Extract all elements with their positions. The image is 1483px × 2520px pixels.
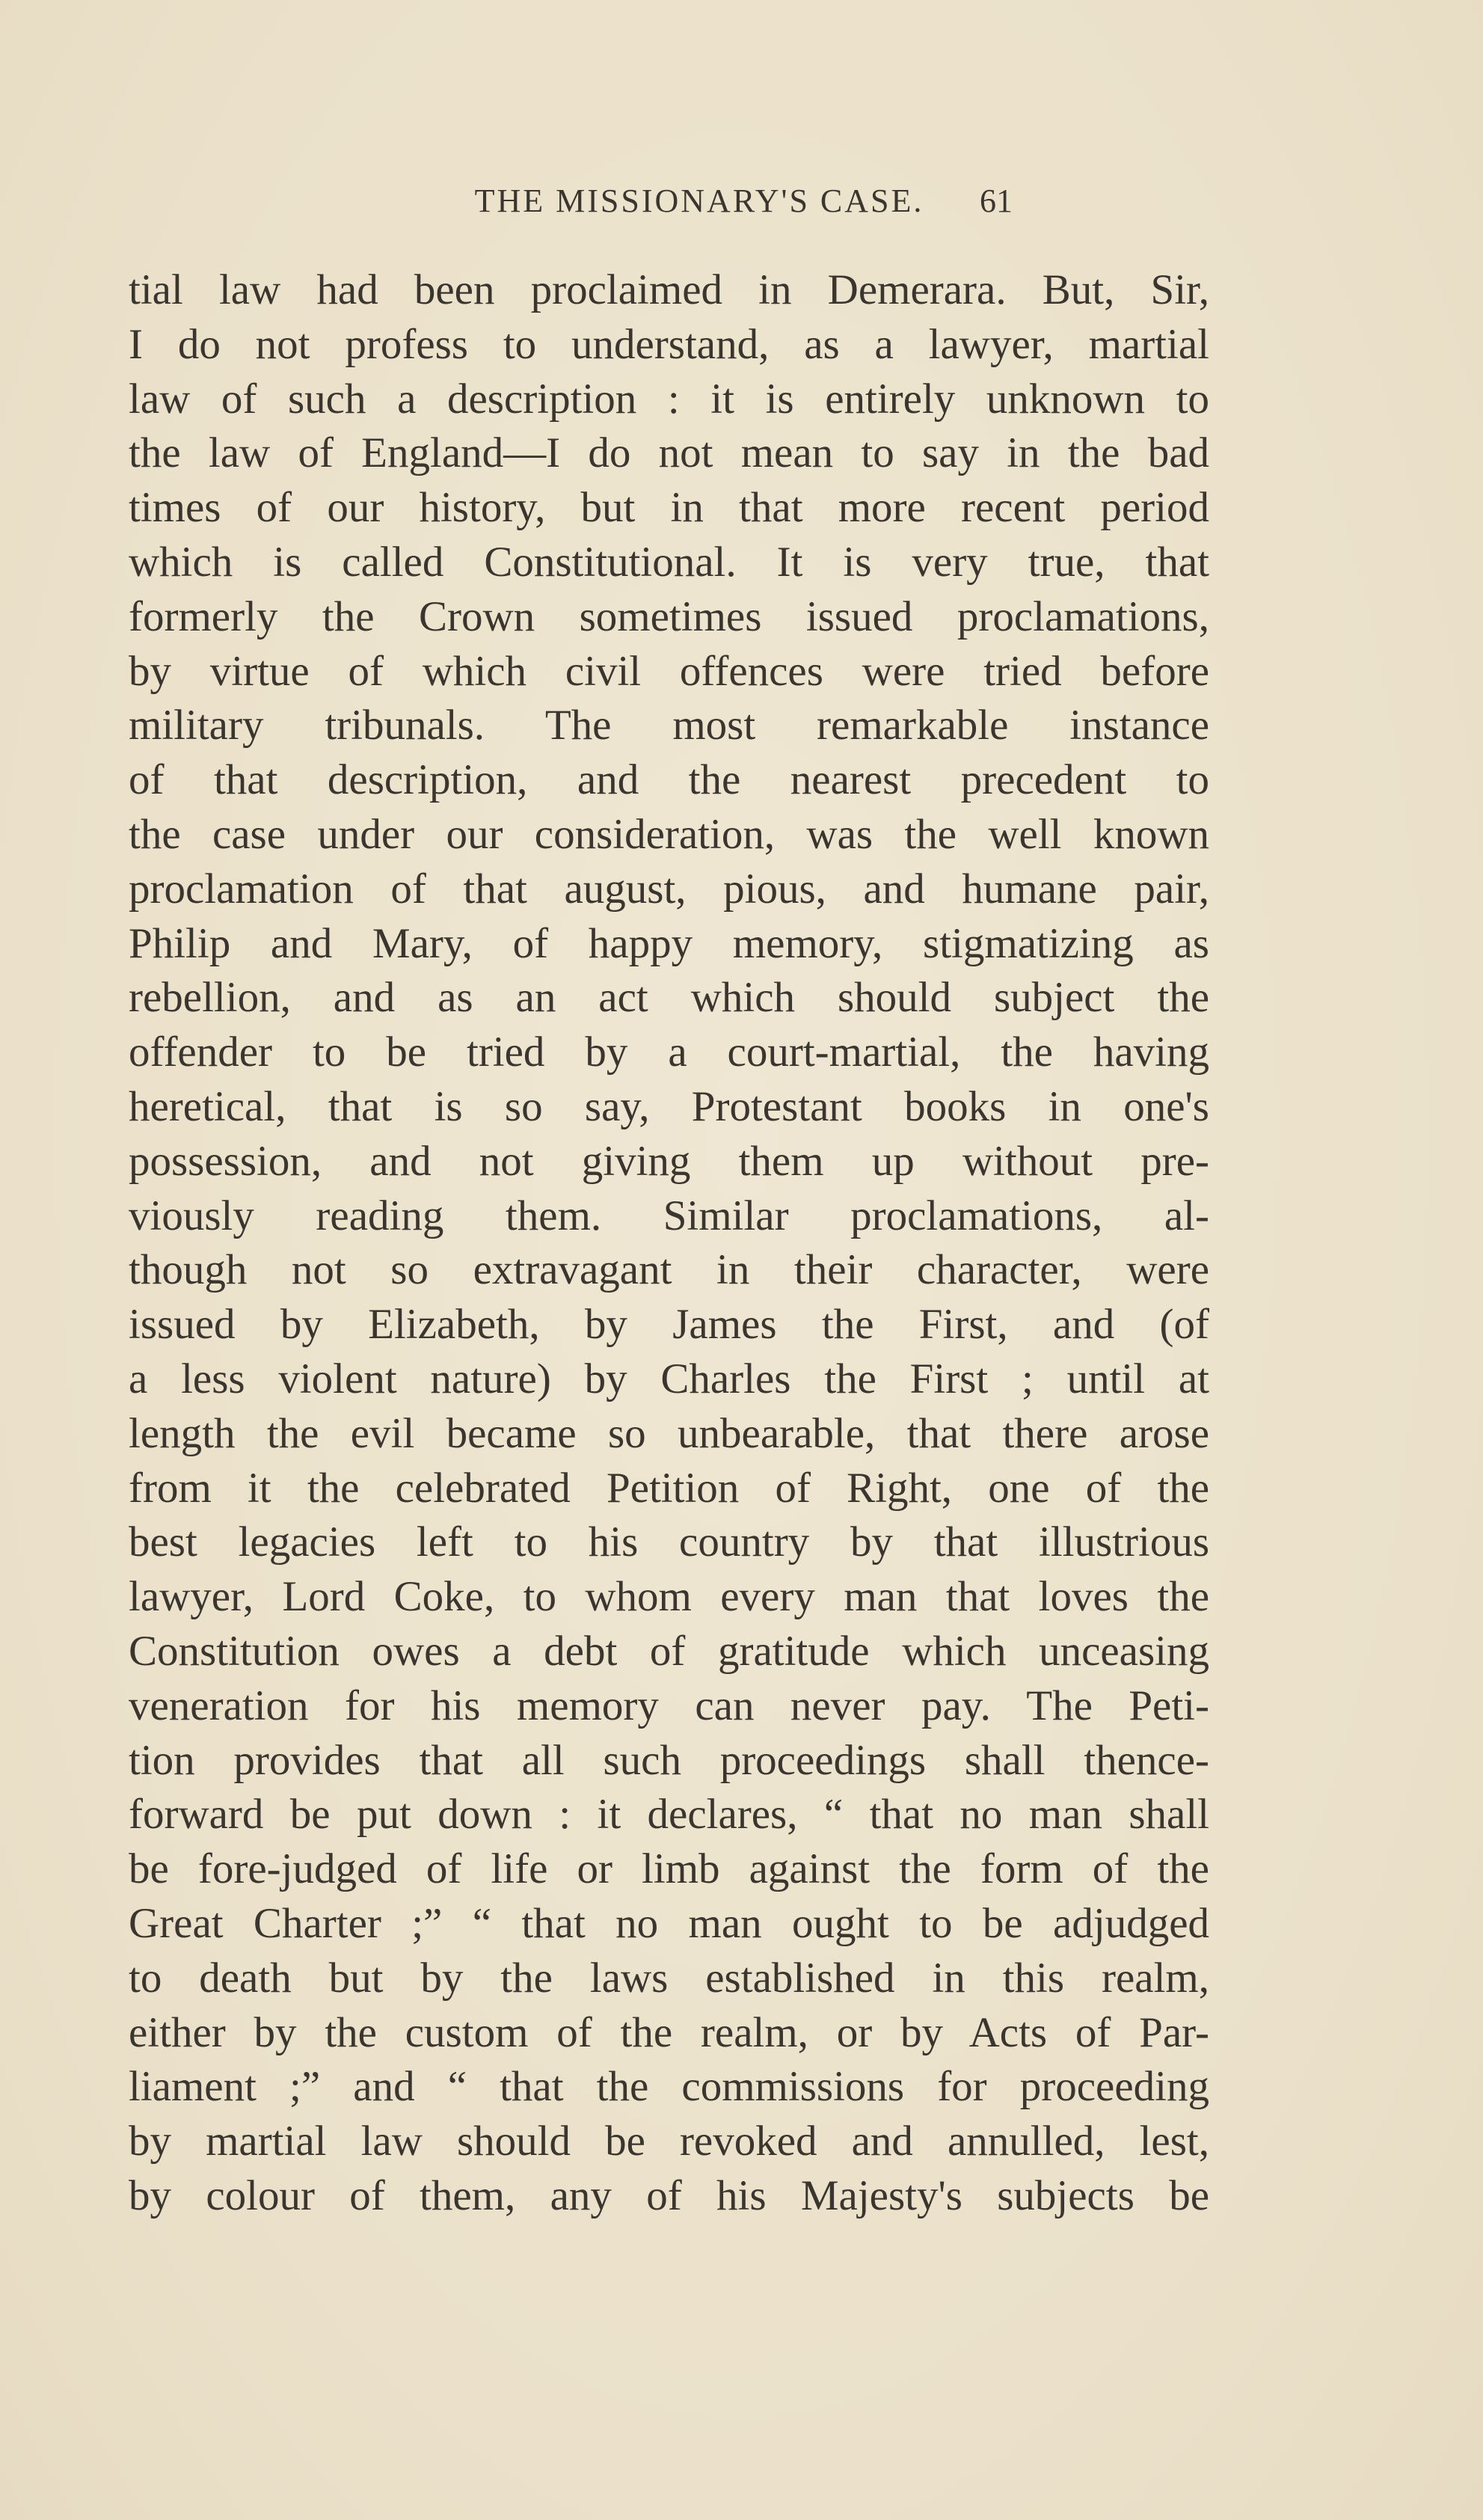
text-line: proclamation of that august, pious, and humane pair,	[129, 865, 1209, 913]
text-line: times of our history, but in that more recent period	[129, 484, 1209, 532]
text-line: offender to be tried by a court-martial, the having	[129, 1028, 1209, 1076]
text-line: tial law had been proclaimed in Demerara. But, Sir,	[129, 266, 1209, 313]
text-line: to death but by the laws established in this realm,	[129, 1954, 1209, 2002]
text-line: which is called Constitutional. It is very true, that	[129, 538, 1209, 586]
text-line: I do not profess to understand, as a lawyer, martial	[129, 320, 1209, 368]
text-line: of that description, and the nearest precedent to	[129, 756, 1209, 804]
text-line: veneration for his memory can never pay. The Peti-	[129, 1681, 1209, 1729]
text-line: Philip and Mary, of happy memory, stigmatizing as	[129, 919, 1209, 967]
text-line: military tribunals. The most remarkable instance	[129, 702, 1209, 749]
text-line: lawyer, Lord Coke, to whom every man that loves the	[129, 1573, 1209, 1621]
text-line: possession, and not giving them up without pre-	[129, 1137, 1209, 1185]
text-line: be fore-judged of life or limb against the form of the	[129, 1845, 1209, 1893]
text-line: heretical, that is so say, Protestant books in one's	[129, 1082, 1209, 1130]
text-line: the case under our consideration, was the well known	[129, 810, 1209, 858]
text-line: forward be put down : it declares, “ that no man shall	[129, 1791, 1209, 1839]
text-line: either by the custom of the realm, or by Acts of Par-	[129, 2008, 1209, 2056]
text-line: though not so extravagant in their character, were	[129, 1246, 1209, 1294]
text-line: by martial law should be revoked and annulled, lest,	[129, 2118, 1209, 2165]
body-text	[129, 263, 1209, 2224]
text-line: formerly the Crown sometimes issued proclamations,	[129, 592, 1209, 640]
text-line: issued by Elizabeth, by James the First, and (of	[129, 1301, 1209, 1349]
text-line: length the evil became so unbearable, that there arose	[129, 1409, 1209, 1457]
page-number: 61	[980, 183, 1013, 219]
running-title: THE MISSIONARY'S CASE.	[474, 183, 924, 219]
text-line: by virtue of which civil offences were tried before	[129, 647, 1209, 695]
text-line: best legacies left to his country by that illustrious	[129, 1518, 1209, 1566]
text-line: tion provides that all such proceedings shall thence-	[129, 1736, 1209, 1784]
text-line: a less violent nature) by Charles the First ; until at	[129, 1355, 1209, 1402]
text-line: liament ;” and “ that the commissions for proceeding	[129, 2063, 1209, 2111]
text-line: Constitution owes a debt of gratitude which unceasing	[129, 1627, 1209, 1675]
text-line: viously reading them. Similar proclamations, al-	[129, 1192, 1209, 1239]
text-line: law of such a description : it is entirely unknown to	[129, 375, 1209, 423]
text-line: rebellion, and as an act which should subject the	[129, 974, 1209, 1022]
text-line: from it the celebrated Petition of Right, one of the	[129, 1464, 1209, 1512]
text-line: by colour of them, any of his Majesty's subjects be	[129, 2171, 1209, 2219]
text-line: Great Charter ;” “ that no man ought to be adjudged	[129, 1899, 1209, 1947]
text-line: the law of England—I do not mean to say in the bad	[129, 429, 1209, 477]
